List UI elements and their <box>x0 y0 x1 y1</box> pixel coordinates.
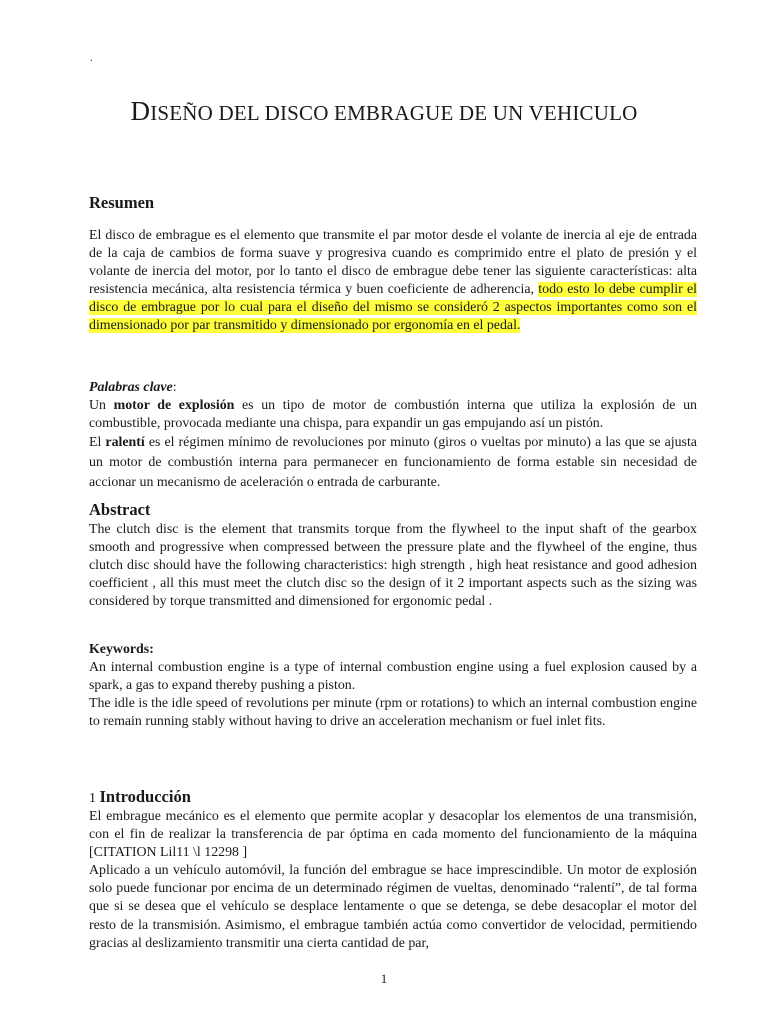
intro-heading: 1 Introducción <box>89 787 191 806</box>
title-initial: D <box>130 96 151 126</box>
resumen-heading: Resumen <box>89 193 155 212</box>
keywords-section <box>89 641 697 731</box>
title-rest: ISEÑO DEL DISCO EMBRAGUE DE UN VEHICULO <box>150 101 638 125</box>
resumen-highlighted-text: todo esto lo debe cumplir el disco de embrague por lo cual para el diseño del mismo se consideró 2 aspectos importantes como son el dimensionado por par transmitido y dimensionado por ergonomía en el pedal. <box>89 282 697 334</box>
page-number: 1 <box>380 971 388 986</box>
abstract-paragraph: The clutch disc is the element that transmits torque from the flywheel to the input shaft of the gearbox smooth and progressive when compressed between the pressure plate and the flywheel of the engine, thus clutch disc should have the following characteristics: high strength , high heat resistance and good adhesion coefficient , all this must meet the clutch disc so the design of it 2 important aspects such as the sizing was considered by torque transmitted and dimensioned for ergonomic pedal . <box>89 522 697 610</box>
keywords-idle: The idle is the idle speed of revolutions per minute (rpm or rotations) to which an internal combustion engine to remain running stably without having to drive an acceleration mechanism or fuel inlet fits. <box>89 696 697 730</box>
keywords-engine: An internal combustion engine is a type of internal combustion engine using a fuel explosion caused by a spark, a gas to expand thereby pushing a piston. <box>89 660 697 694</box>
resumen-paragraph <box>89 227 697 336</box>
stray-dot: . <box>90 53 93 64</box>
palabras-clave-label: Palabras clave: <box>89 380 177 395</box>
keywords-label: Keywords: <box>89 642 154 657</box>
palabras-motor-explosion: Un motor de explosión es un tipo de motor de combustión interna que utiliza la explosión de un combustible, provocada mediante una chispa, para expandir un gas empujando así un pistón. <box>89 398 697 432</box>
abstract-heading: Abstract <box>89 500 151 519</box>
resumen-text: El disco de embrague es el elemento que transmite el par motor desde el volante de inercia al eje de entrada de la caja de cambios de forma suave y progresiva cuando es comprimido entre el plato de presión y el volante de inercia del motor, por lo tanto el disco de embrague debe tener las siguiente características: alta resistencia mecánica, alta resistencia térmica y buen coeficiente de adherencia, <box>89 228 697 298</box>
palabras-clave <box>89 379 697 493</box>
intro-body <box>89 808 697 953</box>
intro-paragraph-1: El embrague mecánico es el elemento que permite acoplar y desacoplar los elementos de una transmisión, con el fin de realizar la transferencia de par óptima en cada momento del funcionamiento de la máquina [CITATION Lil11 \l 12298 ] <box>89 809 697 861</box>
palabras-ralenti: El ralentí es el régimen mínimo de revoluciones por minuto (giros o vueltas por minuto) a las que se ajusta un motor de combustión interna para permanecer en funcionamiento de forma estable sin necesidad de accionar un mecanismo de aceleración o entrada de carburante. <box>89 435 697 491</box>
intro-paragraph-2: Aplicado a un vehículo automóvil, la función del embrague se hace imprescindible. Un motor de explosión solo puede funcionar por encima de un determinado régimen de vueltas, denominado “ralentí”, de tal forma que si se desea que el vehículo se desplace lentamente o que se detenga, se debe desacoplar el motor del resto de la transmisión. Asimismo, el embrague también actúa como convertidor de velocidad, permitiendo gracias al deslizamiento transmitir una cierta cantidad de par, <box>89 863 697 951</box>
document-title <box>0 96 768 127</box>
